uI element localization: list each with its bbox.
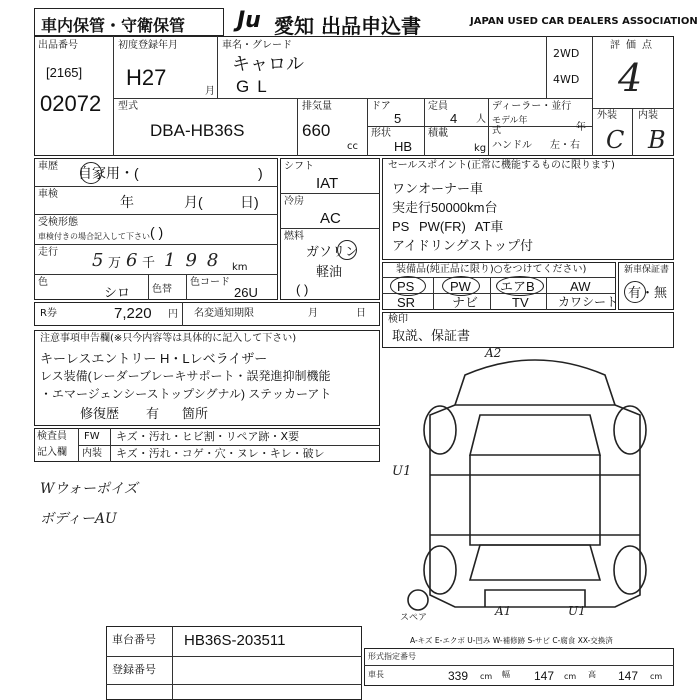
car-grade: GL [236,77,275,96]
inspector-interior-label: 内装 [82,448,102,459]
width-label: 幅 [502,670,510,679]
first-reg-label: 初度登録年月 [118,40,178,51]
color-change-label: 色替 [152,284,172,295]
name-change-day: 日 [356,308,366,319]
diagram-spare: スペア [400,613,428,623]
history-circle [80,162,102,184]
shape-label: 形状 [371,128,391,139]
diagram-a1: A1 [495,604,512,618]
chassis-label: 車台番号 [112,633,156,646]
height-label: 高 [588,670,596,679]
price-label: R券 [40,308,57,319]
repair-value: 有 [146,406,160,421]
history-close: ) [258,165,263,181]
price-value: 7,220 [114,305,152,322]
equip-airbag-circle [496,276,544,296]
shape-value: HB [394,139,413,154]
mileage-unit: km [232,262,248,273]
mileage-sen-unit: 千 [142,255,156,270]
doors-label: ドア [371,101,391,112]
registration-label: 登録番号 [112,663,156,676]
warranty-label: 新車保証書 [624,265,670,275]
load-unit: kg [474,143,487,154]
equip-pw-circle [442,276,480,296]
displacement-label: 排気量 [302,101,332,112]
notes-line-2: レス装備(レーダーブレーキサポート・誤発進抑制機能 [40,369,331,383]
equip-ps-circle [390,276,426,296]
first-reg-value: H27 [126,65,167,90]
inspection-year: 年 [120,194,134,210]
car-damage-diagram [392,345,670,635]
rating-score: 4 [618,56,643,100]
diagram-u1-rear: U1 [568,604,586,618]
shift-label: シフト [284,161,314,172]
length-unit: cm [480,672,493,681]
mileage-man: 5 [92,250,104,271]
handwriting-b: ボディーAU [40,511,117,527]
history-label: 車歴 [38,161,58,172]
shift-value: IAT [316,175,339,192]
mileage-rest: 198 [164,250,229,271]
notes-label: 注意事項申告欄(※只今内容等は具体的に記入して下さい) [40,333,297,344]
fuel-circle [337,240,357,260]
exterior-grade: C [606,126,625,154]
recycle-paren: ( ) [150,224,164,240]
model-year-unit: 年 [576,122,586,133]
capacity-unit: 人 [476,114,486,125]
equip-sr: SR [397,295,416,310]
name-change-month: 月 [308,308,318,319]
handle-value: 左・右 [550,140,580,151]
sheet-title: 愛知 出品申込書 [274,14,421,38]
color-code-label: 色コード [190,277,230,288]
rating-label: 評価点 [610,40,658,51]
width-unit: cm [564,672,577,681]
selling-point-2: 実走行50000km台 [392,200,498,215]
inspection-label: 車検 [38,189,58,200]
car-name: キャロル [232,54,304,74]
length-value: 339 [448,669,469,683]
docs-value: 取説、保証書 [392,328,471,343]
inspector-label-2: 記入欄 [37,447,67,458]
fuel-gas: ガソリン [306,244,359,259]
name-change-label: 名変通知期限 [194,308,254,319]
diagram-u1-left: U1 [392,464,412,479]
height-value: 147 [618,669,639,683]
equip-tv: TV [512,295,529,310]
length-label: 車長 [368,670,384,679]
interior-label: 内装 [638,110,658,121]
first-reg-month: 月 [205,86,215,97]
handwriting-a: Wウォーポイズ [40,481,138,497]
ju-logo: Ju [237,8,261,33]
car-name-label: 車名・グレード [222,40,292,51]
notes-line-3: ・エマージェンシーストップシグナル) ステッカーアト [40,387,332,401]
displacement-value: 660 [302,121,331,140]
inspection-day: 日) [240,194,259,210]
ac-value: AC [320,210,341,227]
capacity-label: 定員 [428,101,448,112]
width-value: 147 [534,669,555,683]
inspector-label-1: 検査員 [37,431,67,442]
equip-leather: カワシート [558,295,619,309]
storage-box [34,8,224,36]
color-label: 色 [38,277,48,288]
warranty-circle [624,281,646,303]
handle-label: ハンドル [492,140,532,151]
displacement-unit: cc [347,141,358,152]
mileage-sen: 6 [126,250,138,271]
color-code: 26U [234,285,258,300]
lot-label: 出品番号 [38,40,78,51]
diagram-top-mark: A2 [485,346,502,360]
exterior-label: 外装 [597,110,617,121]
selling-point-4: アイドリングストップ付 [392,238,534,253]
association-name: JAPAN USED CAR DEALERS ASSOCIATION [470,16,698,27]
inspector-fw-label: FW [84,431,100,442]
lot-bracket: [2165] [46,65,83,80]
selling-points-label: セールスポイント(正常に機能するものに限ります) [388,160,615,171]
selling-point-1: ワンオーナー車 [392,181,484,196]
equip-navi: ナビ [452,295,479,310]
chassis-value: HB36S-203511 [184,632,286,649]
history-value: 自家用・( [78,165,139,181]
repair-location: 箇所 [182,406,209,421]
inspection-month: 月( [184,194,203,210]
mileage-label: 走行 [38,247,58,258]
load-label: 積載 [428,128,448,139]
notes-line-1: キーレスエントリー H・Lレベライザー [40,351,268,366]
equip-ps: PS [397,279,415,294]
doors-value: 5 [394,111,402,126]
shape-number-label: 形式指定番号 [368,652,416,661]
height-unit: cm [650,672,663,681]
fuel-other: ( ) [296,282,309,297]
drive-4wd: 4WD [553,73,580,86]
equip-aw: AW [570,279,591,294]
mileage-man-unit: 万 [108,255,122,270]
model-label: 型式 [118,101,138,112]
capacity-value: 4 [450,111,458,126]
recycle-label: 受検形態 [38,217,78,228]
drive-2wd: 2WD [553,47,580,60]
equip-pw: PW [450,279,471,294]
selling-point-3: PS PW(FR) AT車 [392,219,504,234]
fuel-label: 燃料 [284,231,304,242]
inspector-interior: キズ・汚れ・コゲ・穴・ヌレ・キレ・破レ [116,447,325,460]
price-unit: 円 [168,309,178,320]
ac-label: 冷房 [284,196,304,207]
recycle-note: 車検付きの場合記入して下さい [38,232,150,241]
warranty-value: 有・無 [628,285,668,300]
storage-text: 車内保管・守衛保管 [41,16,186,35]
equip-airbag: エアB [500,279,535,294]
equipment-label: 装備品(純正品に限り)○をつけてください) [396,264,587,275]
repair-label: 修復歴 [80,406,120,421]
lot-number: 02072 [40,91,102,116]
dealer-label: ディーラー・並行 [492,101,572,112]
damage-legend: A-キズ E-エクボ U-凹み W-補修跡 S-サビ C-腐食 XX-交換済 [410,636,613,645]
model-year-label: モデル年式 [492,116,528,136]
inspector-fw: キズ・汚れ・ヒビ割・リペア跡・X要 [116,430,300,443]
docs-label: 検印 [388,314,408,325]
fuel-diesel: 軽油 [316,264,343,279]
model-value: DBA-HB36S [150,121,245,140]
interior-grade: B [648,126,666,154]
color-value: シロ [104,285,131,300]
